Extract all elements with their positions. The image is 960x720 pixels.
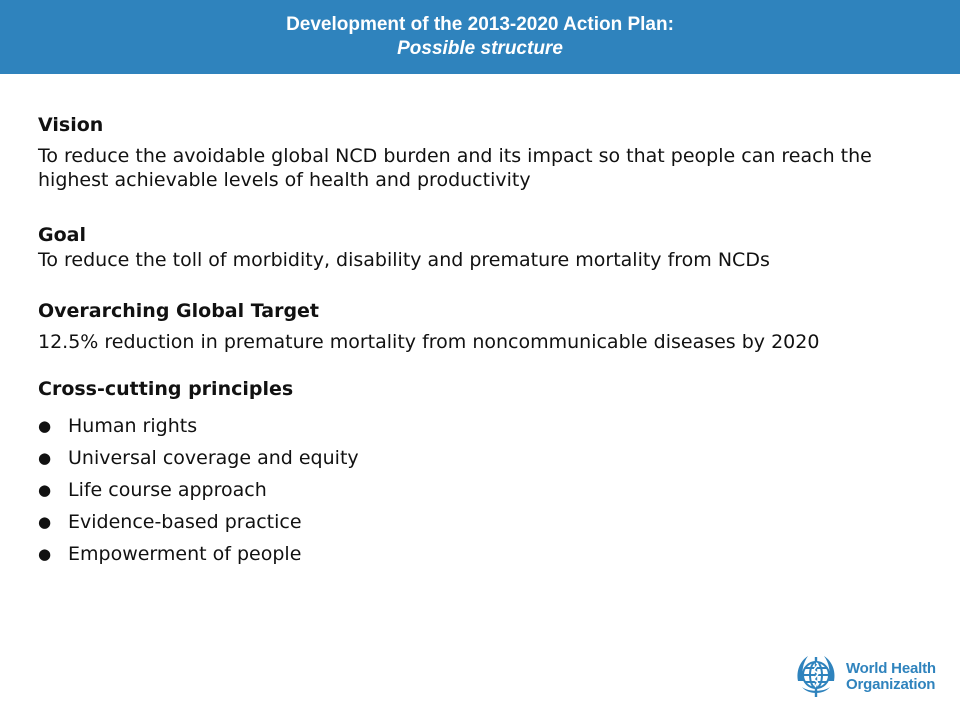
list-item: ● Life course approach [38, 474, 918, 506]
principles-list [38, 410, 918, 570]
list-item: ● Human rights [38, 410, 918, 442]
bullet-icon: ● [38, 513, 52, 531]
logo-text-line2: Organization [846, 676, 936, 693]
target-heading: Overarching Global Target [38, 300, 320, 322]
bullet-icon: ● [38, 417, 52, 435]
goal-text: To reduce the toll of morbidity, disability and premature mortality from NCDs [38, 249, 770, 271]
title-banner [0, 0, 960, 74]
list-item: ● Empowerment of people [38, 538, 918, 570]
principles-heading: Cross-cutting principles [38, 378, 294, 400]
logo-text-line1: World Health [846, 660, 936, 677]
who-logo [792, 648, 942, 706]
who-emblem-icon [792, 651, 840, 703]
target-text: 12.5% reduction in premature mortality from noncommunicable diseases by 2020 [38, 331, 820, 353]
goal-heading: Goal [38, 224, 86, 246]
bullet-icon: ● [38, 481, 52, 499]
slide-body [38, 112, 918, 570]
slide-subtitle: Possible structure [397, 38, 563, 59]
vision-heading: Vision [38, 114, 104, 136]
bullet-icon: ● [38, 545, 52, 563]
vision-text: To reduce the avoidable global NCD burden and its impact so that people can reach the highest achievable levels of health and productivity [38, 145, 872, 191]
slide-title: Development of the 2013-2020 Action Plan: [286, 14, 674, 35]
bullet-icon: ● [38, 449, 52, 467]
list-item: ● Evidence-based practice [38, 506, 918, 538]
list-item: ● Universal coverage and equity [38, 442, 918, 474]
